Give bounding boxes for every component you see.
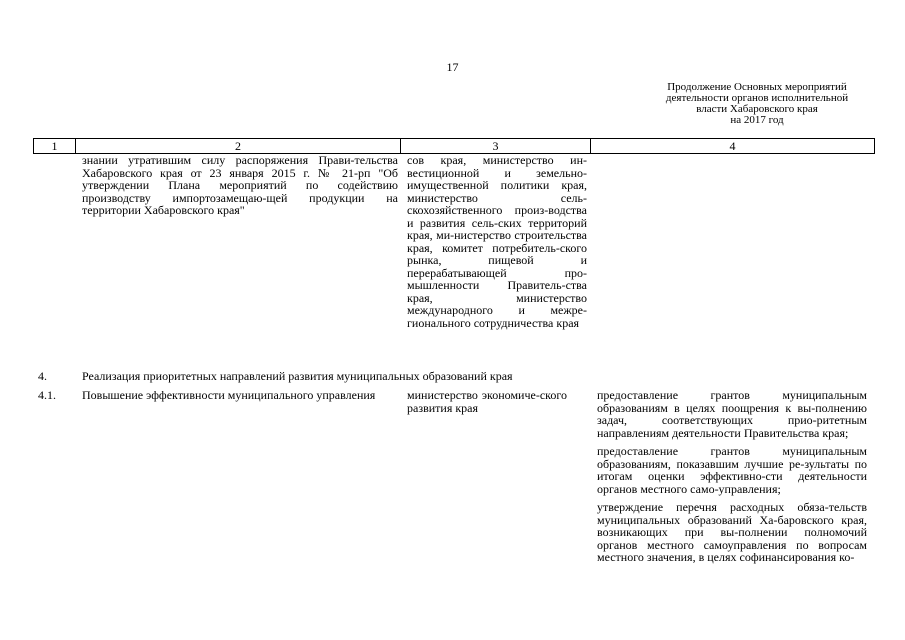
result-paragraph: предоставление грантов муниципальным образованиям, показавшим лучшие ре-зультаты по итогам оценки эффективно-сти деятельности органов местного само-управления; [597,444,867,496]
continuation-note-line: власти Хабаровского края [696,103,818,115]
section-title: Реализация приоритетных направлений развития муниципальных образований края [82,369,513,383]
result-paragraph: утверждение перечня расходных обяза-тельств муниципальных образований Ха-баровского края, возникающих при вы-полнении полномочий органов местного самоуправления по вопросам местного значения, в целях софинансирования ко- [597,500,867,564]
item-executor: министерство экономиче-ского развития края [407,388,567,415]
continuation-note-line: Продолжение Основных мероприятий [667,81,847,93]
column-number-row [33,138,875,154]
continuation-note-line: на 2017 год [730,114,784,126]
continuation-note [640,82,874,126]
page-number: 17 [446,60,459,74]
column-number-2: 2 [76,139,401,154]
column-number-1: 1 [34,139,76,154]
section-number: 4. [38,369,47,383]
item-number: 4.1. [38,388,56,402]
item-title: Повышение эффективности муниципального управления [82,388,376,402]
item-results [597,389,867,570]
column-number-3: 3 [401,139,591,154]
continuation-note-line: деятельности органов исполнительной [665,92,849,104]
carryover-executors-text: сов края, министерство ин-вестиционной и земельно-имущественной политики края, министерство сель-скохозяйственного произ-водства и развития сель-ских территорий края, ми-нистерство строительства края, комитет потребитель-ского рынка, пищевой и перерабатывающей про-мышленности Правитель-ства края, министерство международного и межре-гионального сотрудничества края [407,153,587,330]
result-paragraph: предоставление грантов муниципальным образованиям в целях поощрения к вы-полнению задач, соответствующих прио-ритетным направлениям деятельности Правительства края; [597,388,867,440]
column-number-4: 4 [591,139,875,154]
carryover-event-text: знании утратившим силу распоряжения Прави-тельства Хабаровского края от 23 января 2015 г. № 21-рп "Об утверждении Плана мероприятий по содействию производству импортозамещаю-щей продукции на территории Хабаровского края" [82,153,398,217]
table-header [33,138,874,154]
